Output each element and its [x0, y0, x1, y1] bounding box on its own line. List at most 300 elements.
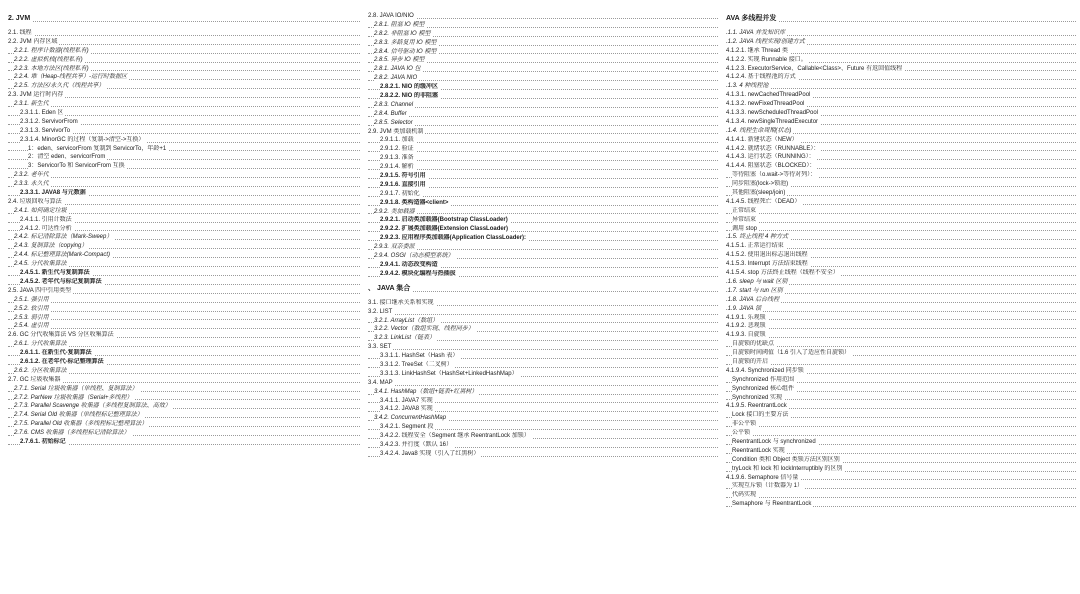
toc-entry[interactable]	[726, 376, 1076, 385]
toc-entry-text: Semaphore 与 ReentrantLock	[732, 501, 812, 508]
toc-entry[interactable]	[726, 82, 1076, 91]
toc-entry[interactable]	[8, 278, 360, 287]
toc-entry-text: 2.3.1.4. MinorGC 的过程（复制->清空->互换）	[20, 136, 145, 143]
toc-entry[interactable]	[368, 299, 718, 308]
toc-entry-text: 4.1.9.3. 自旋锁	[726, 332, 766, 339]
toc-entry-text: 3.4.1.1. JAVA7 实现	[380, 397, 433, 404]
toc-entry[interactable]	[8, 260, 360, 269]
toc-entry[interactable]	[8, 385, 360, 394]
toc-entry-text: 3.2.1. ArrayList（数组）	[374, 317, 439, 324]
toc-entry-text: 2.5.3. 弱引用	[14, 314, 49, 321]
toc-entry[interactable]	[368, 83, 718, 92]
toc-entry[interactable]	[726, 162, 1076, 171]
toc-entry[interactable]	[726, 456, 1076, 465]
toc-entry-text: 3.2.3. LinkList（链表）	[374, 335, 436, 342]
toc-entry-text: .1.5. 终止线程 4 种方式	[726, 234, 789, 241]
toc-entry-text: 3.4.1.2. JAVA8 实现	[380, 406, 433, 413]
toc-entry[interactable]	[726, 394, 1076, 403]
toc-entry[interactable]	[8, 287, 360, 296]
toc-entry[interactable]	[368, 216, 718, 225]
toc-entry-text: 2.4.5.1. 新生代与复制算法	[20, 270, 90, 277]
toc-entry[interactable]	[8, 136, 360, 145]
toc-entry-text: .1.8. JAVA 后台线程	[726, 296, 780, 303]
toc-entry-text: 1：eden、servicorFrom 复制到 ServicorTo，年龄+1	[28, 145, 167, 152]
toc-entry[interactable]	[368, 352, 718, 361]
toc-entry[interactable]	[8, 340, 360, 349]
toc-entry[interactable]	[8, 358, 360, 367]
toc-entry[interactable]	[368, 423, 718, 432]
toc-entry-text: 3.3.1.3. LinkHashSet（HashSet+LinkedHashMap）	[380, 370, 518, 377]
toc-entry[interactable]	[368, 234, 718, 243]
toc-entry[interactable]	[726, 136, 1076, 145]
toc-entry-text: 其他阻塞(sleep/join)	[732, 190, 786, 197]
toc-entry[interactable]	[8, 29, 360, 38]
toc-entry-text: 2.7.2. ParNew 垃圾收集器（Serial+多线程）	[14, 394, 133, 401]
toc-entry[interactable]	[726, 233, 1076, 242]
toc-entry[interactable]	[726, 109, 1076, 118]
toc-entry-text: 3.4.2.3. 并行度（默认 16）	[380, 441, 453, 448]
toc-entry[interactable]	[8, 82, 360, 91]
toc-entry-text: 3.3.1.2. TreeSet（二叉树）	[380, 361, 453, 368]
toc-entry[interactable]	[368, 136, 718, 145]
toc-entry[interactable]	[8, 118, 360, 127]
toc-entry[interactable]	[368, 252, 718, 261]
toc-entry[interactable]	[726, 207, 1076, 216]
toc-entry[interactable]	[368, 39, 718, 48]
toc-entry[interactable]	[726, 385, 1076, 394]
toc-entry-text: 2.8.2. JAVA NIO	[374, 75, 418, 82]
toc-entry[interactable]	[8, 394, 360, 403]
toc-entry[interactable]	[368, 270, 718, 279]
toc-entry-text: Synchronized 核心组件	[732, 385, 795, 392]
toc-entry[interactable]	[368, 379, 718, 388]
toc-entry[interactable]	[368, 199, 718, 208]
toc-column-3	[726, 13, 1076, 594]
toc-entry-text: 3.3.1.1. HashSet（Hash 表）	[380, 353, 459, 360]
toc-entry[interactable]	[726, 331, 1076, 340]
toc-entry[interactable]	[8, 438, 360, 447]
toc-entry[interactable]	[726, 465, 1076, 474]
toc-entry-text: 4.1.2.1. 继承 Thread 类	[726, 47, 789, 54]
toc-entry-text: 4.1.4.3. 运行状态（RUNNING）：	[726, 154, 815, 161]
toc-entry[interactable]	[8, 314, 360, 323]
toc-entry[interactable]	[368, 30, 718, 39]
toc-entry-text: 公平锁	[732, 430, 751, 437]
toc-entry-text: .1.3. 4 种线程池	[726, 83, 769, 90]
toc-entry[interactable]	[8, 47, 360, 56]
toc-entry-text: 非公平锁	[732, 421, 757, 428]
toc-entry-text: 4.1.5.2. 使用退出标志退出线程	[726, 252, 808, 259]
toc-entry[interactable]	[8, 180, 360, 189]
toc-entry[interactable]	[368, 172, 718, 181]
toc-entry-text: 2.4.5.2. 老年代与标记复制算法	[20, 278, 102, 285]
toc-entry-text: 2.9.2.3. 应用程序类加载器(Application ClassLoader):	[380, 235, 527, 242]
toc-entry[interactable]	[368, 119, 718, 128]
toc-entry-text: 2.9.4.2. 模块化编程与热插拔	[380, 270, 456, 277]
toc-entry-text: 2.7.4. Serial Old 收集器（单线程标记整理算法）	[14, 412, 143, 419]
toc-entry-text: .1.2. JAVA 线程实现/创建方式	[726, 38, 805, 45]
toc-entry[interactable]	[368, 74, 718, 83]
toc-entry[interactable]	[726, 216, 1076, 225]
toc-entry-text: 2.9. JVM 类加载机制	[368, 128, 424, 135]
toc-entry-text: .1.4. 线程生命周期(状态)	[726, 127, 792, 134]
toc-entry[interactable]	[726, 287, 1076, 296]
toc-entry-text: Lock 接口的主要方法	[732, 412, 789, 419]
toc-entry[interactable]	[8, 100, 360, 109]
toc-entry[interactable]	[8, 38, 360, 47]
toc-entry[interactable]	[726, 251, 1076, 260]
toc-entry-text: 自旋锁时间阈值（1.6 引入了适应性自旋锁）	[732, 350, 851, 357]
toc-entry[interactable]	[8, 367, 360, 376]
toc-chapter-heading[interactable]	[8, 13, 360, 25]
toc-entry-text: 3.4.2.4. Java8 实现（引入了红黑树）	[380, 450, 480, 457]
toc-entry[interactable]	[368, 110, 718, 119]
toc-entry-text: tryLock 和 lock 和 lockInterruptibly 的区别	[732, 465, 843, 472]
toc-entry[interactable]	[368, 208, 718, 217]
toc-chapter-heading[interactable]	[726, 13, 1076, 25]
toc-entry[interactable]	[368, 181, 718, 190]
toc-entry[interactable]	[368, 432, 718, 441]
toc-entry[interactable]	[726, 198, 1076, 207]
toc-entry-text: 2.9.1.2. 验证	[380, 146, 414, 153]
toc-entry[interactable]	[726, 296, 1076, 305]
toc-entry-text: 2.9.2.1. 启动类加载器(Bootstrap ClassLoader)	[380, 217, 508, 224]
toc-entry-text: 2.9.1.4. 解析	[380, 164, 414, 171]
toc-entry-text: 2.2.1. 程序计数器(线程私有)	[14, 47, 89, 54]
toc-column-1	[8, 13, 360, 594]
toc-entry-text: 自旋锁的优缺点	[732, 341, 775, 348]
toc-entry[interactable]	[8, 402, 360, 411]
toc-entry-text: 等待阻塞（o.wait->等待对列）：	[732, 172, 817, 179]
toc-entry-text: 2.9.4. OSGI（动态模型系统）	[374, 253, 454, 260]
toc-entry-text: 2.3.1.1. Eden 区	[20, 110, 64, 117]
toc-entry-text: 正常结束	[732, 207, 757, 214]
toc-entry-text: 2.4.5. 分代收集算法	[14, 261, 67, 268]
toc-entry[interactable]	[726, 242, 1076, 251]
toc-entry[interactable]	[726, 305, 1076, 314]
toc-entry-text: 2.8. JAVA IO/NIO	[368, 13, 414, 19]
toc-entry-text: 3.4.1. HashMap（数组+链表+红黑树）	[374, 388, 478, 395]
toc-entry-text: 异常结束	[732, 216, 757, 223]
toc-entry-text: 2.3.1.2. ServivorFrom	[20, 118, 78, 125]
toc-entry-text: 2.4.4. 标记整理算法(Mark-Compact)	[14, 252, 111, 259]
toc-entry-text: 4.1.3.2. newFixedThreadPool	[726, 101, 805, 108]
toc-entry[interactable]	[726, 56, 1076, 65]
toc-entry[interactable]	[368, 397, 718, 406]
toc-entry[interactable]	[726, 491, 1076, 500]
toc-entry[interactable]	[368, 308, 718, 317]
toc-entry-text: 2.9.4.1. 动态改变构造	[380, 261, 438, 268]
toc-entry[interactable]	[8, 305, 360, 314]
toc-entry-text: 2.2.5. 方法区/永久代（线程共享）	[14, 83, 105, 90]
toc-entry-text: 2.5. JAVA 四中引用类型	[8, 287, 72, 294]
toc-entry-text: 3：ServicorTo 和 ServicorFrom 互换	[28, 163, 125, 170]
toc-entry-text: 4.1.3.3. newScheduledThreadPool	[726, 110, 819, 117]
toc-entry[interactable]	[726, 65, 1076, 74]
toc-entry-text: 3.4. MAP	[368, 379, 393, 386]
toc-entry[interactable]	[8, 331, 360, 340]
toc-entry[interactable]	[726, 269, 1076, 278]
toc-entry-text: 2.3. JVM 运行时内存	[8, 92, 64, 99]
toc-entry-text: .1.7. start 与 run 区别	[726, 287, 783, 294]
toc-entry[interactable]	[368, 225, 718, 234]
toc-entry[interactable]	[368, 163, 718, 172]
toc-entry[interactable]	[368, 317, 718, 326]
toc-entry-text: 4.1.2.4. 基于线程池的方式	[726, 74, 796, 81]
toc-entry[interactable]	[726, 367, 1076, 376]
toc-entry[interactable]	[8, 429, 360, 438]
toc-entry-text: 2.2.2. 虚拟机栈(线程私有)	[14, 56, 83, 63]
toc-entry[interactable]	[368, 405, 718, 414]
toc-entry-text: 4.1.3.4. newSingleThreadExecutor	[726, 118, 819, 125]
toc-entry[interactable]	[726, 100, 1076, 109]
toc-entry[interactable]	[726, 153, 1076, 162]
toc-entry[interactable]	[368, 388, 718, 397]
toc-entry[interactable]	[368, 56, 718, 65]
toc-entry-text: 2.3.1.3. ServivorTo	[20, 127, 71, 134]
toc-entry-text: 4.1.5.1. 正常运行结束	[726, 243, 784, 250]
toc-entry[interactable]	[368, 65, 718, 74]
toc-entry-text: 2.9.2. 类加载器	[374, 208, 415, 215]
toc-entry[interactable]	[368, 48, 718, 57]
toc-entry[interactable]	[368, 190, 718, 199]
toc-entry-text: 2.8.2.1. NIO 的缓冲区	[380, 84, 439, 91]
toc-entry[interactable]	[8, 420, 360, 429]
toc-entry[interactable]	[368, 145, 718, 154]
toc-entry-text: 2.3.1. 新生代	[14, 101, 49, 108]
toc-entry-text: 2.9.1.1. 加载	[380, 137, 414, 144]
toc-entry[interactable]	[726, 171, 1076, 180]
toc-entry-text: 2.9.1.3. 准备	[380, 155, 414, 162]
toc-entry-text: .1.6. sleep 与 wait 区别	[726, 278, 788, 285]
toc-entry[interactable]	[368, 450, 718, 459]
toc-entry-text: 2.7.6.1. 初始标记	[20, 438, 66, 445]
toc-entry-text: 2.6.1.2. 在老年代-标记整理算法	[20, 358, 104, 365]
toc-entry[interactable]	[726, 447, 1076, 456]
toc-entry-text: 4.1.9.6. Semaphore 信号量	[726, 474, 799, 481]
toc-entry[interactable]	[8, 162, 360, 171]
toc-entry-text: 4.1.2.3. ExecutorService、Callable<Class>、Future 有返回值线程	[726, 65, 903, 72]
toc-entry[interactable]	[726, 411, 1076, 420]
toc-entry-text: 实现互斥锁（计数器为 1）	[732, 483, 804, 490]
toc-entry[interactable]	[8, 73, 360, 82]
toc-entry-text: 3.1. 接口继承关系和实现	[368, 299, 434, 306]
toc-entry[interactable]	[726, 314, 1076, 323]
toc-entry-text: 2.9.1.8. 类构造器<client>	[380, 199, 449, 206]
toc-column-2	[368, 12, 718, 593]
toc-entry[interactable]	[8, 109, 360, 118]
toc-entry-text: 4.1.5.4. stop 方法终止线程（线程不安全）	[726, 270, 839, 277]
toc-entry[interactable]	[726, 73, 1076, 82]
toc-entry-text: Synchronized 作用范围	[732, 376, 795, 383]
toc-entry[interactable]	[726, 38, 1076, 47]
toc-entry-text: 2.2. JVM 内存区域	[8, 38, 58, 45]
toc-entry[interactable]	[8, 269, 360, 278]
toc-entry[interactable]	[368, 261, 718, 270]
toc-entry-text: 2.5.2. 软引用	[14, 305, 49, 312]
toc-entry-text: 4.1.9.2. 悲观锁	[726, 323, 766, 330]
toc-entry-text: 2.3.3. 永久代	[14, 181, 49, 188]
toc-entry-text: 4.1.9.4. Synchronized 同步锁	[726, 367, 804, 374]
toc-entry[interactable]	[368, 325, 718, 334]
toc-entry-text: 2.9.2.2. 扩展类加载器(Extension ClassLoader)	[380, 226, 509, 233]
toc-entry-text: 2.2.4. 堆（Heap-线程共享）-运行时数据区	[14, 74, 128, 81]
toc-entry-text: 2：清空 eden、servicorFrom	[28, 154, 106, 161]
toc-entry[interactable]	[8, 225, 360, 234]
toc-entry[interactable]	[726, 322, 1076, 331]
toc-entry[interactable]	[726, 47, 1076, 56]
toc-entry[interactable]	[368, 343, 718, 352]
toc-entry[interactable]	[8, 242, 360, 251]
toc-entry[interactable]	[8, 198, 360, 207]
toc-entry-text: 4.1.4.2. 就绪状态（RUNNABLE）：	[726, 145, 820, 152]
toc-entry[interactable]	[8, 411, 360, 420]
toc-entry[interactable]	[726, 278, 1076, 287]
toc-entry-text: 2.6.1.1. 在新生代-复制算法	[20, 350, 92, 357]
toc-entry[interactable]	[368, 414, 718, 423]
toc-entry[interactable]	[368, 154, 718, 163]
toc-entry[interactable]	[8, 145, 360, 154]
toc-entry[interactable]	[726, 474, 1076, 483]
toc-entry-text: 2.4.2. 标记清除算法（Mark-Sweep）	[14, 234, 113, 241]
toc-entry-text: 2.6.2. 分区收集算法	[14, 367, 67, 374]
toc-entry[interactable]	[726, 127, 1076, 136]
toc-entry[interactable]	[726, 420, 1076, 429]
toc-entry-text: 2.8.1. 阻塞 IO 模型	[374, 21, 425, 28]
toc-entry[interactable]	[8, 91, 360, 100]
toc-entry[interactable]	[8, 251, 360, 260]
toc-entry-text: 2.8.2. 非阻塞 IO 模型	[374, 30, 431, 37]
toc-entry-text: 4.1.3.1. newCachedThreadPool	[726, 92, 811, 99]
toc-entry[interactable]	[726, 500, 1076, 509]
toc-entry-text: 调用 stop	[732, 225, 758, 232]
toc-entry-text: 2.8.4. 信号驱动 IO 模型	[374, 48, 437, 55]
toc-entry[interactable]	[368, 12, 718, 21]
toc-entry[interactable]	[726, 29, 1076, 38]
toc-entry[interactable]	[8, 153, 360, 162]
toc-entry-text: 2.8.5. 异步 IO 模型	[374, 57, 425, 64]
toc-entry-text: 2.5.1. 强引用	[14, 296, 49, 303]
toc-entry[interactable]	[368, 370, 718, 379]
toc-entry-text: Synchronized 实现	[732, 394, 783, 401]
toc-entry[interactable]	[368, 101, 718, 110]
toc-entry[interactable]	[8, 296, 360, 305]
toc-entry-text: 2.2.3. 本地方法区(线程私有)	[14, 65, 89, 72]
toc-entry-text: ReentrantLock 实现	[732, 447, 785, 454]
toc-entry[interactable]	[726, 429, 1076, 438]
toc-entry-text: 4.1.9.1. 乐观锁	[726, 314, 766, 321]
toc-entry-text: 2.9.3. 双亲委派	[374, 244, 415, 251]
toc-entry-text: 自旋锁的开启	[732, 358, 769, 365]
toc-entry[interactable]	[8, 56, 360, 65]
toc-entry[interactable]	[726, 438, 1076, 447]
toc-entry-text: 同步阻塞(lock->锁池)	[732, 181, 789, 188]
toc-entry-text: AVA 多线程并发	[726, 15, 777, 22]
toc-entry-text: 4.1.4.5. 线程死亡（DEAD）	[726, 198, 801, 205]
toc-entry[interactable]	[368, 21, 718, 30]
toc-entry-text: 4.1.9.5. ReentrantLock	[726, 403, 787, 410]
toc-entry[interactable]	[726, 225, 1076, 234]
toc-entry[interactable]	[8, 233, 360, 242]
toc-entry-text: 3.4.2. ConcurrentHashMap	[374, 415, 447, 422]
toc-entry-text: .1.9. JAVA 锁	[726, 305, 762, 312]
toc-entry-text: 2.8.1. JAVA IO 包	[374, 66, 421, 73]
toc-entry[interactable]	[368, 441, 718, 450]
toc-entry[interactable]	[8, 349, 360, 358]
toc-entry[interactable]	[726, 358, 1076, 367]
toc-entry-text: 2.8.5. Selector	[374, 119, 413, 126]
toc-entry-text: 2.8.2.2. NIO 的非阻塞	[380, 93, 439, 100]
toc-entry-text: .1.1. JAVA 并发知识库	[726, 30, 786, 36]
toc-entry-text: ReentrantLock 与 synchronized	[732, 438, 816, 445]
toc-entry-text: 4.1.5.3. Interrupt 方法结束线程	[726, 261, 808, 268]
toc-entry[interactable]	[368, 128, 718, 137]
toc-entry-text: 2.3.2. 老年代	[14, 172, 49, 179]
toc-entry-text: 2.1. 线程	[8, 30, 32, 36]
toc-entry-text: 2.7.6. CMS 收集器（多线程标记清除算法）	[14, 430, 130, 437]
toc-entry-text: 2.7.5. Parallel Old 收集器（多线程标记整理算法）	[14, 421, 148, 428]
toc-entry[interactable]	[726, 145, 1076, 154]
toc-entry[interactable]	[726, 189, 1076, 198]
toc-entry-text: 4.1.2.2. 实现 Runnable 接口。	[726, 56, 807, 63]
toc-entry-text: 2.6. GC 分代收集算法 VS 分区收集算法	[8, 332, 114, 339]
toc-entry-text: 2.4.1. 如何确定垃圾	[14, 207, 67, 214]
toc-entry[interactable]	[8, 65, 360, 74]
toc-entry-text: 2.8.4. Buffer	[374, 110, 407, 117]
toc-entry-text: 2.6.1. 分代收集算法	[14, 341, 67, 348]
toc-entry[interactable]	[8, 322, 360, 331]
toc-entry-text: 2.4.1.2. 可达性分析	[20, 225, 72, 232]
toc-entry[interactable]	[8, 171, 360, 180]
toc-entry-text: 2.8.3. Channel	[374, 101, 414, 108]
toc-entry-text: 3.2. LIST	[368, 308, 393, 315]
toc-entry[interactable]	[726, 402, 1076, 411]
toc-entry[interactable]	[368, 243, 718, 252]
toc-entry-text: 2.7. GC 垃圾收集器	[8, 376, 61, 383]
toc-entry-text: 2.4. 垃圾回收与算法	[8, 198, 62, 205]
toc-entry-text: 2.7.1. Serial 垃圾收集器（单线程、复制算法）	[14, 385, 138, 392]
toc-entry-text: 3.3. SET	[368, 344, 392, 351]
toc-entry-text: 2.4.3. 复制算法（copying）	[14, 243, 88, 250]
toc-entry-text: 2.4.1.1. 引用计数法	[20, 216, 72, 223]
toc-entry[interactable]	[726, 340, 1076, 349]
toc-chapter-heading[interactable]	[368, 283, 718, 295]
toc-entry-text: 、 JAVA 集合	[368, 284, 411, 292]
toc-entry[interactable]	[726, 349, 1076, 358]
toc-entry[interactable]	[368, 361, 718, 370]
toc-entry-text: 2.5.4. 虚引用	[14, 323, 49, 330]
toc-entry[interactable]	[726, 180, 1076, 189]
toc-entry-text: 2.9.1.5. 符号引用	[380, 173, 426, 180]
toc-entry[interactable]	[726, 118, 1076, 127]
toc-entry[interactable]	[8, 189, 360, 198]
toc-entry-text: 3.4.2.1. Segment 段	[380, 424, 434, 431]
toc-entry-text: 4.1.4.4. 阻塞状态（BLOCKED）：	[726, 163, 816, 170]
toc-entry-text: 3.2.2. Vector（数组实现、线程同步）	[374, 326, 474, 333]
toc-entry-text: 代码实现	[732, 492, 757, 499]
toc-entry-text: Condition 类和 Object 类锁方法区别区别	[732, 456, 840, 463]
toc-entry[interactable]	[8, 216, 360, 225]
toc-entry[interactable]	[8, 207, 360, 216]
toc-entry[interactable]	[726, 260, 1076, 269]
toc-entry[interactable]	[368, 92, 718, 101]
toc-entry[interactable]	[8, 376, 360, 385]
toc-entry[interactable]	[726, 482, 1076, 491]
toc-entry[interactable]	[726, 91, 1076, 100]
toc-entry[interactable]	[368, 334, 718, 343]
toc-entry-text: 3.4.2.2. 线程安全（Segment 继承 ReentrantLock 加锁）	[380, 433, 530, 440]
toc-entry[interactable]	[8, 127, 360, 136]
